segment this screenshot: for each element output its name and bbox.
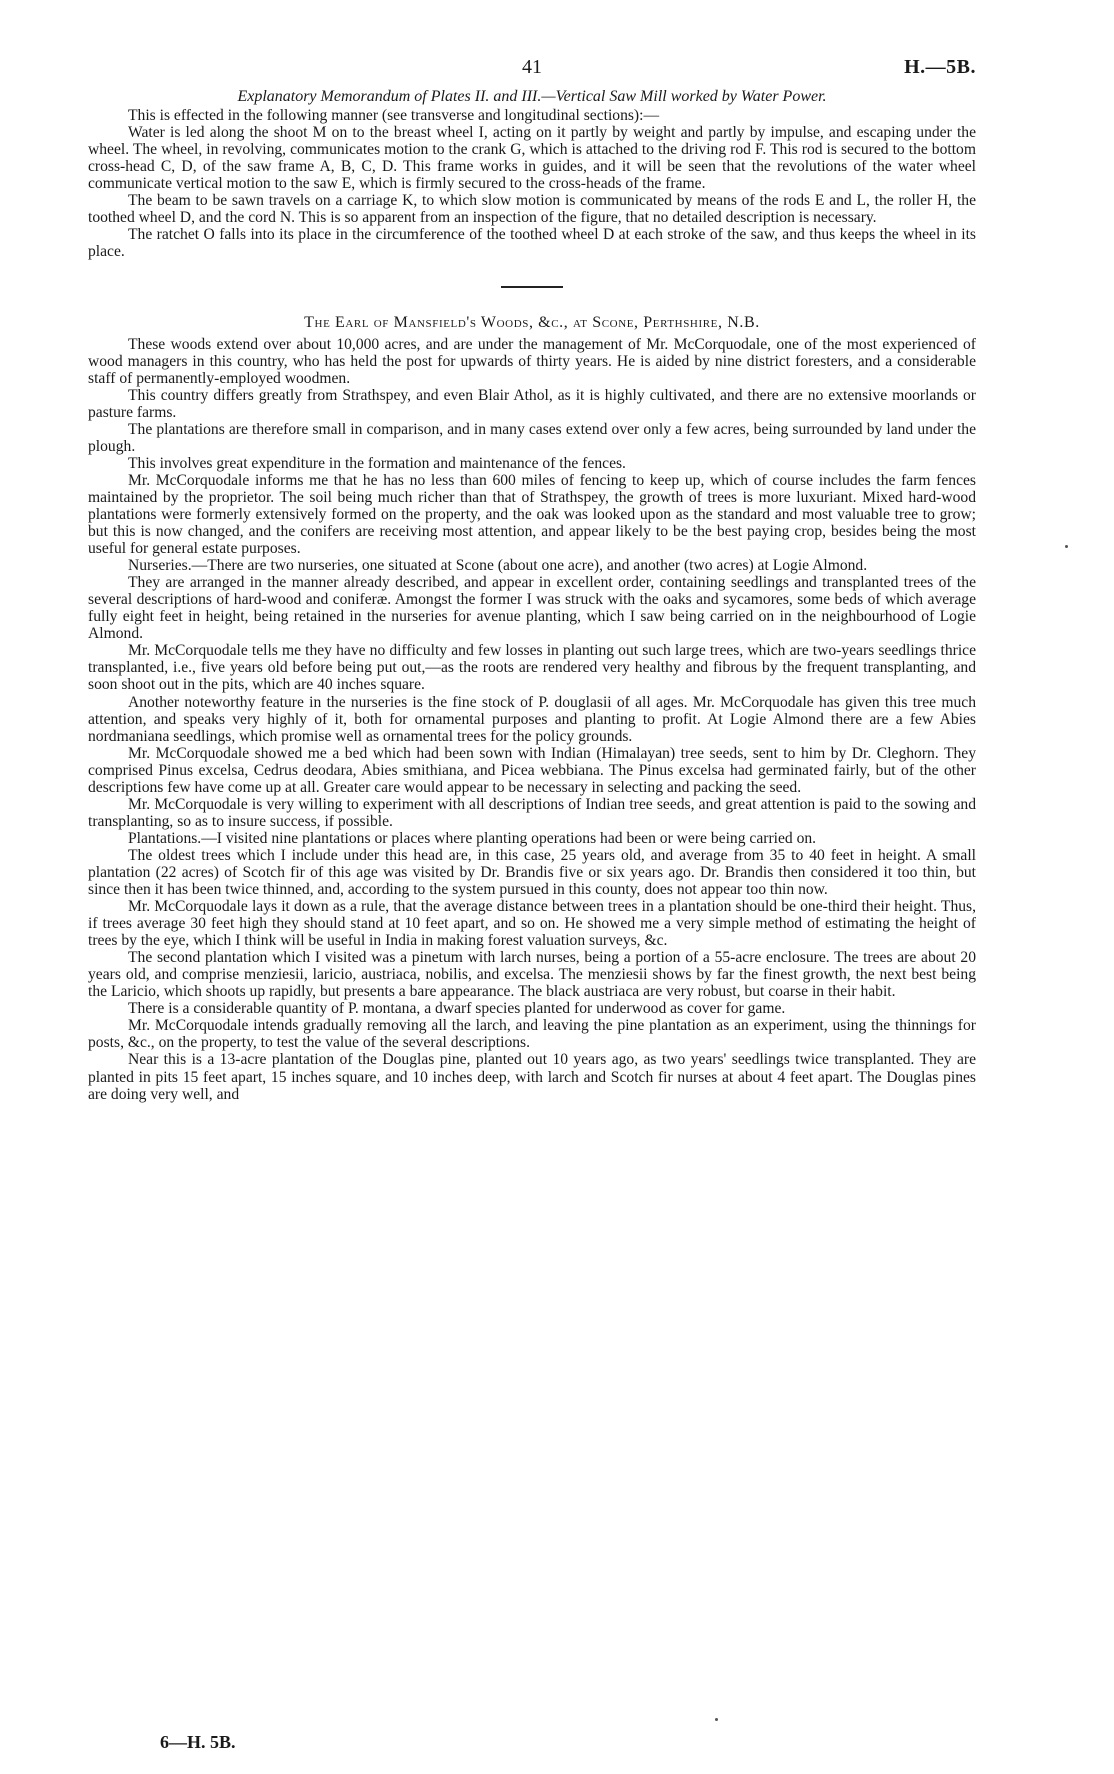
section-paragraph: These woods extend over about 10,000 acres, and are under the management of Mr. McCorquodale, one of the most experienced of wood managers in this country, who has held the post for upwards of thirty years. He is aided by nine district foresters, and a considerable staff of permanently-employed woodmen. xyxy=(88,335,976,387)
footer-signature: 6—H. 5B. xyxy=(160,1732,236,1752)
section-paragraph: This country differs greatly from Strathspey, and even Blair Athol, as it is highly cultivated, and there are no extensive moorlands or pasture farms. xyxy=(88,386,976,421)
section-paragraph: Near this is a 13-acre plantation of the Douglas pine, planted out 10 years ago, as two years' seedlings twice transplanted. They are planted in pits 15 feet apart, 15 inches square, and 10 inches deep, with larch and Scotch fir nurses at about 4 feet apart. The Douglas pines are doing very well, and xyxy=(88,1051,976,1103)
section-title: The Earl of Mansfield's Woods, &c., at Scone, Perthshire, N.B. xyxy=(304,314,760,332)
section-paragraph: Plantations.—I visited nine plantations or places where planting operations had been or were being carried on. xyxy=(128,829,817,847)
document-reference: H.—5B. xyxy=(904,56,976,78)
memorandum-paragraph: The ratchet O falls into its place in the circumference of the toothed wheel D at each stroke of the saw, and thus keeps the wheel in its place. xyxy=(88,226,976,261)
memorandum-paragraph: The beam to be sawn travels on a carriage K, to which slow motion is communicated by means of the rods E and L, the roller H, the toothed wheel D, and the cord N. This is so apparent from an inspection of the figure, that no detailed description is necessary. xyxy=(88,192,976,227)
section-paragraph: The plantations are therefore small in comparison, and in many cases extend over only a few acres, being surrounded by land under the plough. xyxy=(88,420,976,455)
document-page xyxy=(88,56,976,1756)
memorandum-body xyxy=(88,107,976,260)
page-number: 41 xyxy=(522,56,542,78)
section-paragraph: Mr. McCorquodale tells me they have no difficulty and few losses in planting out such large trees, which are two-years seedlings thrice transplanted, i.e., five years old before being put out,—as the roots are rendered very healthy and fibrous by the frequent transplanting, and soon shoot out in the pits, which are 40 inches square. xyxy=(88,642,976,694)
section-paragraph: They are arranged in the manner already described, and appear in excellent order, containing seedlings and transplanted trees of the several descriptions of hard-wood and coniferæ. Amongst the former I was struck with the oaks and sycamores, some beds of which average fully eight feet in height, being retained in the nurseries for avenue planting, which I saw being carried on in the neighbourhood of Logie Almond. xyxy=(88,574,976,643)
section-paragraph: Mr. McCorquodale showed me a bed which had been sown with Indian (Himalayan) tree seeds, sent to him by Dr. Cleghorn. They comprised Pinus excelsa, Cedrus deodara, Abies smithiana, and Picea webbiana. The Pinus excelsa had germinated fairly, but of the other descriptions few have come up at all. Greater care would appear to be necessary in selecting and packing the seed. xyxy=(88,744,976,796)
section-paragraph: Mr. McCorquodale intends gradually removing all the larch, and leaving the pine plantation as an experiment, using the thinnings for posts, &c., on the property, to test the value of the several descriptions. xyxy=(88,1017,976,1052)
section-paragraph: There is a considerable quantity of P. montana, a dwarf species planted for underwood as cover for game. xyxy=(128,1000,786,1018)
section-paragraph: This involves great expenditure in the formation and maintenance of the fences. xyxy=(128,454,626,472)
stray-mark xyxy=(715,1718,718,1721)
section-paragraph: Nurseries.—There are two nurseries, one situated at Scone (about one acre), and another (two acres) at Logie Almond. xyxy=(128,557,868,575)
memorandum-title: Explanatory Memorandum of Plates II. and III.—Vertical Saw Mill worked by Water Power. xyxy=(237,88,827,105)
memorandum-paragraph: This is effected in the following manner (see transverse and longitudinal sections):— xyxy=(128,107,660,125)
section-paragraph: The oldest trees which I include under this head are, in this case, 25 years old, and average from 35 to 40 feet in height. A small plantation (22 acres) of Scotch fir of this age was visited by Dr. Brandis five or six years ago. Dr. Brandis then considered it too thin, but since then it has been twice thinned, and, according to the system pursued in this county, does not appear too thin now. xyxy=(88,846,976,899)
section-body xyxy=(88,336,976,1103)
section-paragraph: The second plantation which I visited was a pinetum with larch nurses, being a portion of a 55-acre enclosure. The trees are about 20 years old, and comprise menziesii, laricio, austriaca, nobilis, and excelsa. The menziesii shows by far the finest growth, the next best being the Laricio, which shoots up rapidly, but presents a bare appearance. The black austriaca are very robust, but coarse in their habit. xyxy=(88,949,976,1001)
section-divider xyxy=(501,286,563,288)
memorandum-paragraph: Water is led along the shoot M on to the breast wheel I, acting on it partly by weight and partly by impulse, and escaping under the wheel. The wheel, in revolving, communicates motion to the crank G, which is attached to the driving rod F. This rod is secured to the bottom cross-head C, D, of the saw frame A, B, C, D. This frame works in guides, and it will be seen that the revolutions of the water wheel communicate vertical motion to the saw E, which is firmly secured to the cross-heads of the frame. xyxy=(88,124,976,193)
section-paragraph: Mr. McCorquodale is very willing to experiment with all descriptions of Indian tree seeds, and great attention is paid to the sowing and transplanting, so as to insure success, if possible. xyxy=(88,795,976,830)
section-paragraph: Another noteworthy feature in the nurseries is the fine stock of P. douglasii of all ages. Mr. McCorquodale has given this tree much attention, and speaks very highly of it, both for ornamental purposes and planting to profit. At Logie Almond there are a few Abies nordmaniana seedlings, which promise well as ornamental trees for the policy grounds. xyxy=(88,693,976,745)
stray-mark xyxy=(1065,545,1068,548)
section-paragraph: Mr. McCorquodale lays it down as a rule, that the average distance between trees in a plantation should be one-third their height. Thus, if trees average 30 feet high they should stand at 10 feet apart, and so on. He showed me a very simple method of estimating the height of trees by the eye, which I think will be useful in India in making forest valuation surveys, &c. xyxy=(88,898,976,950)
section-paragraph: Mr. McCorquodale informs me that he has no less than 600 miles of fencing to keep up, which of course includes the farm fences maintained by the proprietor. The soil being much richer than that of Strathspey, the growth of trees is more luxuriant. Mixed hard-wood plantations were formerly extensively formed on the property, and the oak was looked upon as the standard and most valuable tree to grow; but this is now changed, and the conifers are receiving most attention, and appear likely to be the best paying crop, besides being the most useful for general estate purposes. xyxy=(88,471,976,558)
page-header xyxy=(88,56,976,86)
